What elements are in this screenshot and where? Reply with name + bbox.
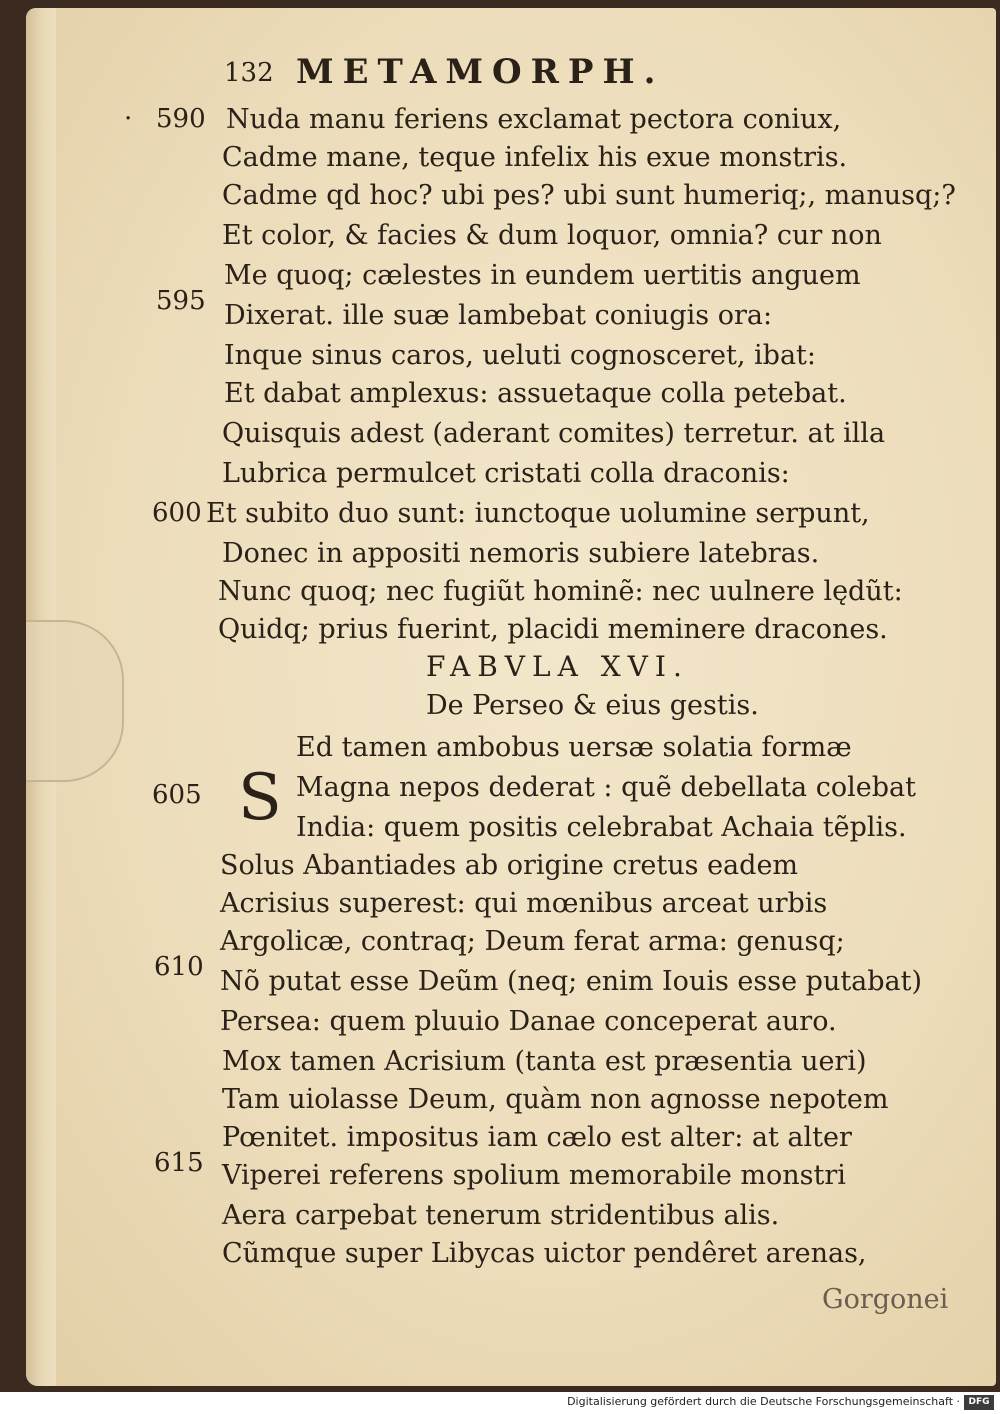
fable-heading: FABVLA XVI.: [426, 650, 689, 683]
verse-line: India: quem positis celebrabat Achaia tẽplis.: [296, 812, 907, 843]
verse-line: Nuda manu feriens exclamat pectora coniux,: [226, 104, 842, 135]
margin-dot: ·: [124, 104, 133, 134]
verse-line: Pœnitet. impositus iam cælo est alter: at alter: [222, 1122, 852, 1153]
verse-line: Lubrica permulcet cristati colla draconis:: [222, 458, 790, 489]
dfg-logo: DFG: [964, 1395, 994, 1410]
verse-line: Inque sinus caros, ueluti cognosceret, ibat:: [224, 340, 816, 371]
verse-line: Ed tamen ambobus uersæ solatia formæ: [296, 732, 852, 763]
line-number-605: 605: [152, 780, 202, 810]
verse-line: Nunc quoq; nec fugiũt hominẽ: nec uulnere lędũt:: [218, 576, 903, 607]
verse-line: Magna nepos dederat : quẽ debellata colebat: [296, 772, 916, 803]
text-block: [26, 8, 996, 1386]
verse-line: Cadme qd hoc? ubi pes? ubi sunt humeriq;, manusq;?: [222, 180, 956, 211]
line-number-590: 590: [156, 104, 206, 134]
verse-line: Nõ putat esse Deũm (neq; enim Iouis esse putabat): [220, 966, 923, 997]
running-head: [226, 52, 664, 92]
footer-bar: [0, 1392, 1000, 1414]
verse-line: Et subito duo sunt: iunctoque uolumine serpunt,: [206, 498, 870, 529]
catchword: Gorgonei: [822, 1284, 949, 1315]
verse-line: Persea: quem pluuio Danae conceperat auro.: [220, 1006, 837, 1037]
fable-subheading: De Perseo & eius gestis.: [426, 690, 759, 721]
verse-line: Quisquis adest (aderant comites) terretur. at illa: [222, 418, 886, 449]
verse-line: Me quoq; cælestes in eundem uertitis anguem: [224, 260, 861, 291]
drop-cap: S: [238, 761, 282, 835]
line-number-595: 595: [156, 286, 206, 316]
book-page: [26, 8, 996, 1386]
verse-line: Cũmque super Libycas uictor pendêret arenas,: [222, 1238, 867, 1269]
verse-line: Aera carpebat tenerum stridentibus alis.: [222, 1200, 780, 1231]
verse-line: Et color, & facies & dum loquor, omnia? cur non: [222, 220, 882, 251]
line-number-610: 610: [154, 952, 204, 982]
verse-line: Et dabat amplexus: assuetaque colla petebat.: [224, 378, 847, 409]
line-number-615: 615: [154, 1148, 204, 1178]
verse-line: Cadme mane, teque infelix his exue monstris.: [222, 142, 848, 173]
verse-line: Quidq; prius fuerint, placidi meminere dracones.: [218, 614, 888, 645]
verse-line: Dixerat. ille suæ lambebat coniugis ora:: [224, 300, 773, 331]
verse-line: Donec in appositi nemoris subiere latebras.: [222, 538, 820, 569]
verse-line: Solus Abantiades ab origine cretus eadem: [220, 850, 799, 881]
verse-line: Argolicæ, contraq; Deum ferat arma: genusq;: [220, 926, 845, 957]
line-number-600: 600: [152, 498, 202, 528]
verse-line: Mox tamen Acrisium (tanta est præsentia ueri): [222, 1046, 867, 1077]
page-number: 132: [224, 58, 274, 88]
footer-credit: Digitalisierung gefördert durch die Deutsche Forschungsgemeinschaft ·: [567, 1395, 960, 1408]
verse-line: Viperei referens spolium memorabile monstri: [222, 1160, 846, 1191]
running-head-text: METAMORPH.: [296, 52, 665, 92]
verse-line: Acrisius superest: qui mœnibus arceat urbis: [220, 888, 828, 919]
verse-line: Tam uiolasse Deum, quàm non agnosse nepotem: [222, 1084, 889, 1115]
